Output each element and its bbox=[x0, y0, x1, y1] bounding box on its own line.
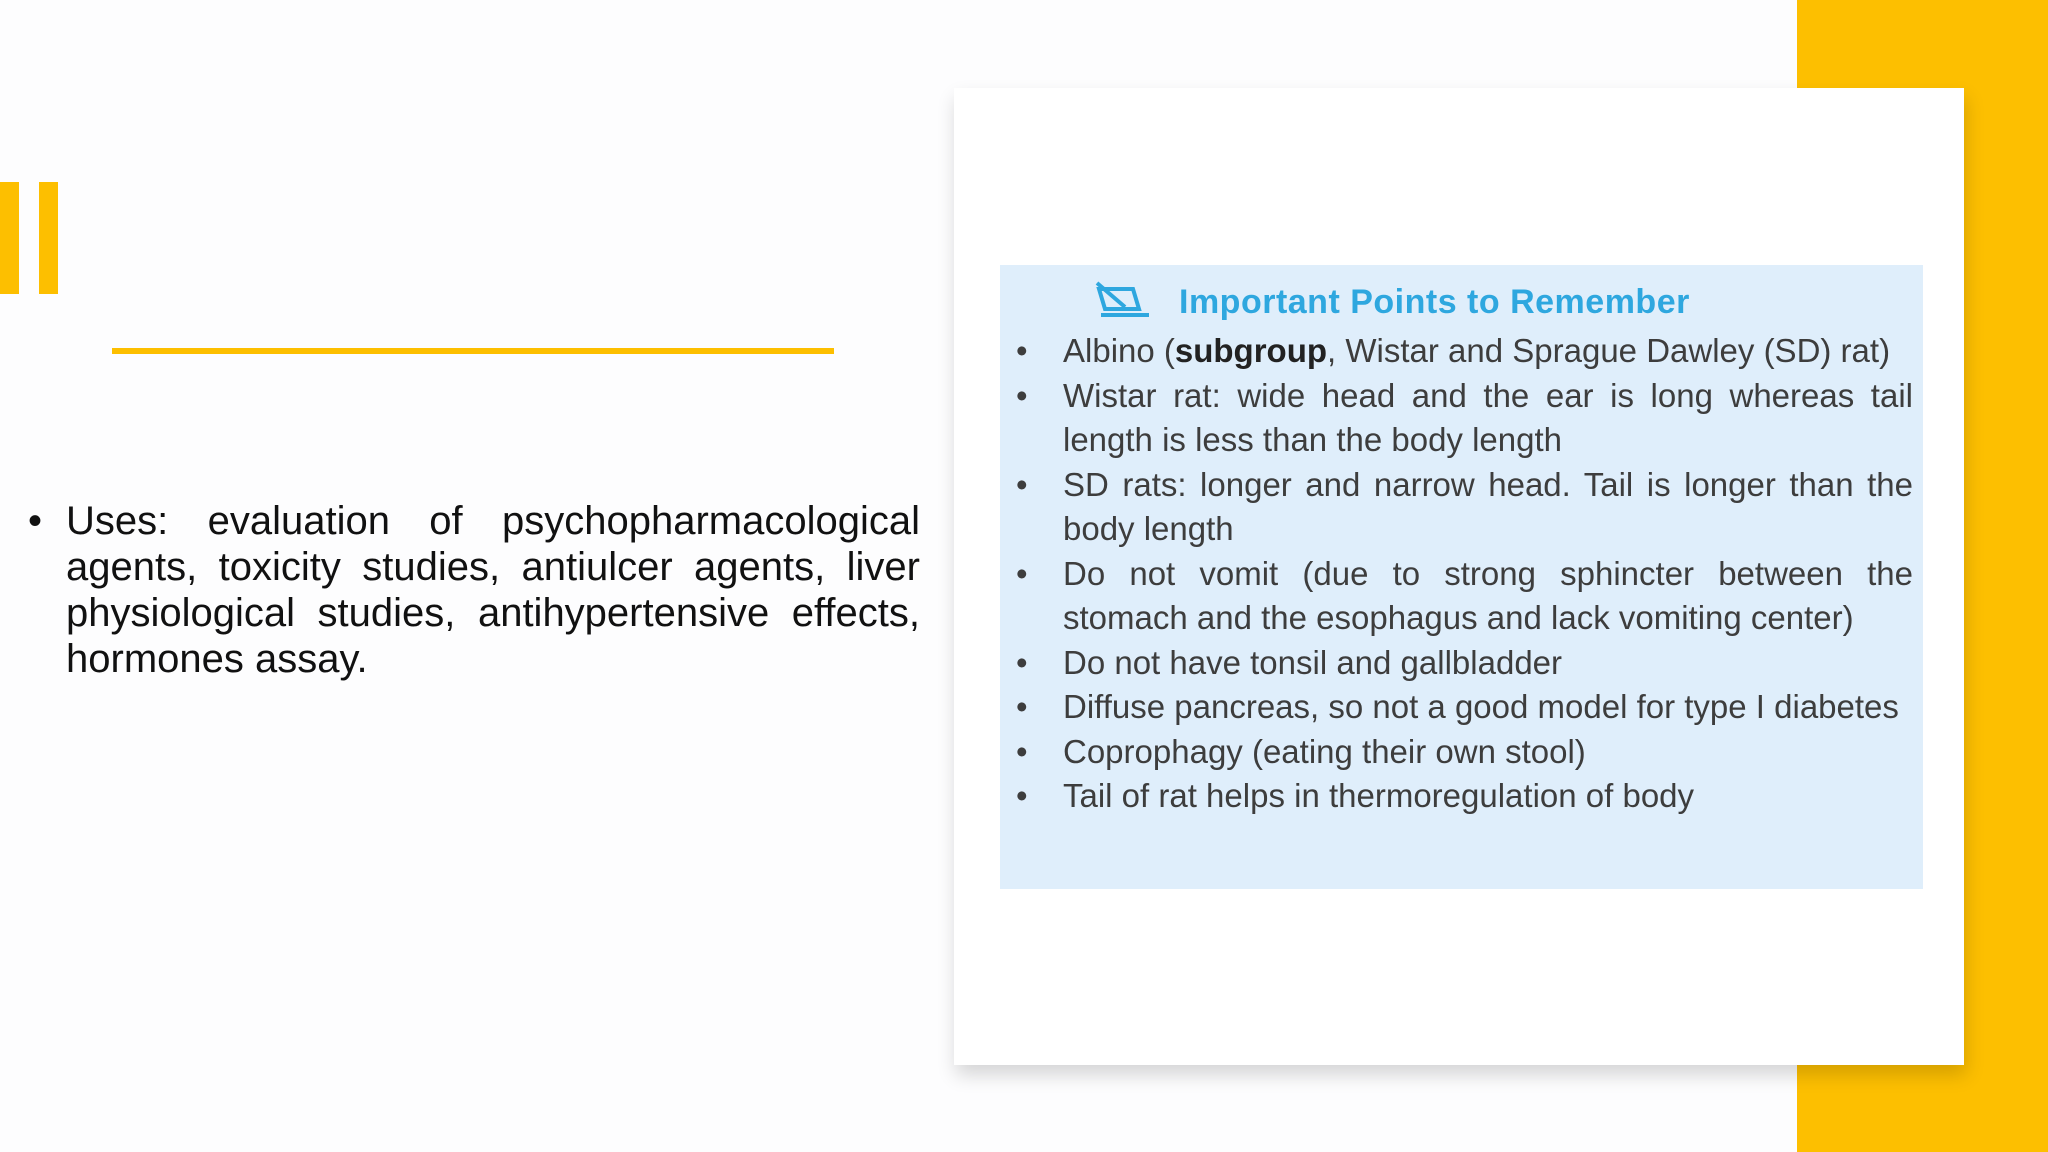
important-points-panel bbox=[1000, 265, 1923, 889]
bullet-marker: • bbox=[1016, 332, 1028, 369]
panel-title: Important Points to Remember bbox=[1179, 282, 1690, 321]
list-item-text bbox=[1063, 329, 1913, 374]
list-item bbox=[1014, 774, 1913, 819]
bullet-marker: • bbox=[1016, 777, 1028, 814]
list-item bbox=[1014, 463, 1913, 552]
list-item-text: Tail of rat helps in thermoregulation of body bbox=[1063, 777, 1695, 814]
list-item bbox=[1014, 730, 1913, 775]
list-item-text: Do not vomit (due to strong sphincter between the stomach and the esophagus and lack vomiting center) bbox=[1063, 554, 1913, 636]
bullet-marker: • bbox=[1016, 554, 1028, 592]
list-item bbox=[1014, 329, 1913, 374]
quote-mark-right-bar bbox=[39, 182, 58, 294]
list-item bbox=[1014, 685, 1913, 730]
bullet-marker: • bbox=[1016, 732, 1028, 770]
bold-text: subgroup bbox=[1174, 332, 1328, 369]
list-item bbox=[1014, 641, 1913, 686]
bullet-marker: • bbox=[1016, 376, 1028, 414]
list-item bbox=[1014, 374, 1913, 463]
text-segment: Albino ( bbox=[1063, 332, 1175, 369]
bullet-marker: • bbox=[28, 499, 43, 543]
quote-mark-left-bar bbox=[0, 182, 19, 294]
uses-text: Uses: evaluation of psychopharmacological agents, toxicity studies, antiulcer agents, liver physiological studies, antihypertensive effects, hormones assay. bbox=[66, 499, 920, 681]
bullet-marker: • bbox=[1016, 643, 1028, 681]
points-list bbox=[1014, 329, 1913, 819]
list-item bbox=[1014, 552, 1913, 641]
panel-header bbox=[1095, 279, 1913, 325]
list-item-text: SD rats: longer and narrow head. Tail is longer than the body length bbox=[1063, 465, 1913, 547]
pen-note-icon bbox=[1095, 281, 1151, 323]
text-segment: , Wistar and Sprague Dawley (SD) rat) bbox=[1327, 332, 1891, 369]
bullet-marker: • bbox=[1016, 465, 1028, 503]
uses-bullet bbox=[28, 498, 920, 682]
list-item-text: Diffuse pancreas, so not a good model for type I diabetes bbox=[1063, 688, 1899, 725]
list-item-text: Coprophagy (eating their own stool) bbox=[1063, 732, 1586, 770]
title-underline-rule bbox=[112, 348, 834, 354]
bullet-marker: • bbox=[1016, 688, 1028, 725]
list-item-text: Wistar rat: wide head and the ear is long whereas tail length is less than the body length bbox=[1063, 376, 1913, 458]
list-item-text: Do not have tonsil and gallbladder bbox=[1063, 643, 1563, 681]
